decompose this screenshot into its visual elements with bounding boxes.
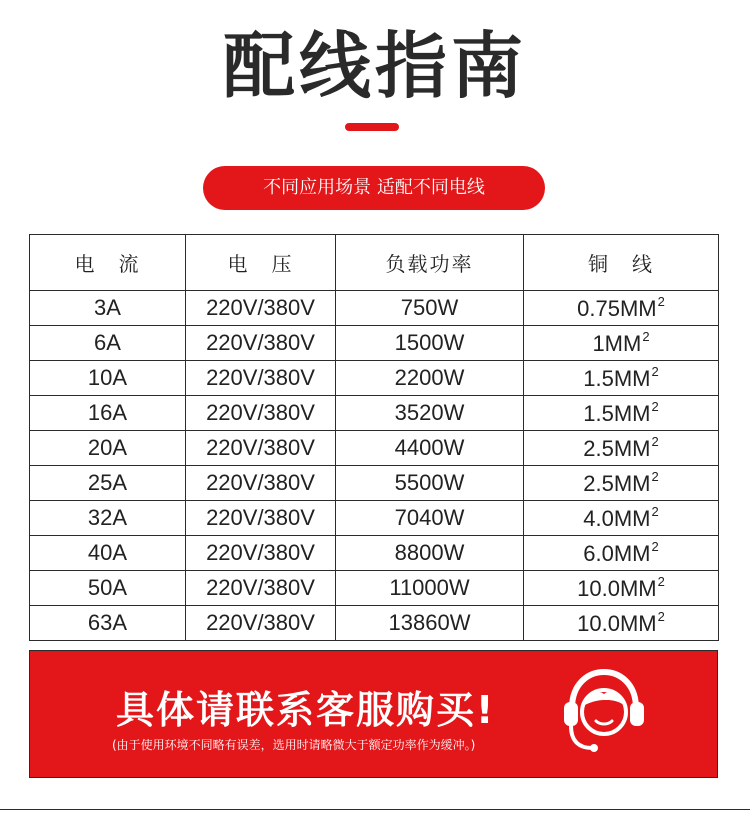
disclaimer-note: (由于使用环境不同略有误差，选用时请略微大于额定功率作为缓冲。)	[112, 738, 476, 752]
table-header-row	[30, 235, 719, 291]
table-row	[30, 606, 719, 641]
table-row	[30, 326, 719, 361]
cell-wire	[524, 431, 719, 466]
wire-size: 10.0MM	[577, 611, 657, 636]
cell-voltage: 220V/380V	[186, 501, 336, 536]
wire-exponent: 2	[657, 294, 665, 309]
wire-size: 4.0MM	[583, 506, 651, 531]
header-wire: 铜 线	[524, 235, 719, 291]
table-row	[30, 571, 719, 606]
cell-wire	[524, 361, 719, 396]
cell-power: 13860W	[336, 606, 524, 641]
bottom-divider	[0, 809, 750, 810]
contact-cta-text: 具体请联系客服购买!	[116, 688, 496, 732]
cell-current: 10A	[30, 361, 186, 396]
cell-wire	[524, 501, 719, 536]
cell-voltage: 220V/380V	[186, 431, 336, 466]
cell-current: 3A	[30, 291, 186, 326]
cell-voltage: 220V/380V	[186, 536, 336, 571]
header-current: 电 流	[30, 235, 186, 291]
cell-power: 8800W	[336, 536, 524, 571]
wiring-table	[29, 234, 718, 641]
table-row	[30, 291, 719, 326]
wire-exponent: 2	[651, 469, 659, 484]
cell-current: 50A	[30, 571, 186, 606]
cell-wire	[524, 606, 719, 641]
title-underline	[345, 123, 399, 131]
wire-exponent: 2	[651, 539, 659, 554]
cell-voltage: 220V/380V	[186, 606, 336, 641]
customer-service-icon	[558, 664, 650, 756]
table-row	[30, 431, 719, 466]
wire-exponent: 2	[642, 329, 650, 344]
cell-current: 32A	[30, 501, 186, 536]
cell-current: 25A	[30, 466, 186, 501]
wire-exponent: 2	[651, 364, 659, 379]
page-title: 配线指南	[222, 24, 527, 108]
wire-size: 6.0MM	[583, 541, 651, 566]
cell-power: 4400W	[336, 431, 524, 466]
wire-size: 2.5MM	[583, 436, 651, 461]
cell-current: 63A	[30, 606, 186, 641]
cell-power: 2200W	[336, 361, 524, 396]
wire-exponent: 2	[651, 399, 659, 414]
table-row	[30, 466, 719, 501]
wire-size: 1.5MM	[583, 366, 651, 391]
wire-size: 1MM	[592, 331, 642, 356]
wire-size: 2.5MM	[583, 471, 651, 496]
cell-voltage: 220V/380V	[186, 396, 336, 431]
table-row	[30, 501, 719, 536]
cell-power: 5500W	[336, 466, 524, 501]
cell-voltage: 220V/380V	[186, 361, 336, 396]
wire-size: 10.0MM	[577, 576, 657, 601]
cell-voltage: 220V/380V	[186, 571, 336, 606]
cell-power: 1500W	[336, 326, 524, 361]
wire-size: 0.75MM	[577, 296, 657, 321]
wire-exponent: 2	[651, 504, 659, 519]
cell-wire	[524, 466, 719, 501]
cell-wire	[524, 326, 719, 361]
table-row	[30, 396, 719, 431]
cell-wire	[524, 291, 719, 326]
wire-size: 1.5MM	[583, 401, 651, 426]
cell-current: 20A	[30, 431, 186, 466]
cell-power: 3520W	[336, 396, 524, 431]
header-voltage: 电 压	[186, 235, 336, 291]
cell-voltage: 220V/380V	[186, 326, 336, 361]
wire-exponent: 2	[657, 574, 665, 589]
subtitle-badge: 不同应用场景 适配不同电线	[203, 166, 545, 210]
table-row	[30, 536, 719, 571]
cell-wire	[524, 396, 719, 431]
cell-wire	[524, 536, 719, 571]
contact-banner	[29, 650, 718, 778]
cell-power: 7040W	[336, 501, 524, 536]
wire-exponent: 2	[651, 434, 659, 449]
header-power: 负载功率	[336, 235, 524, 291]
cell-current: 6A	[30, 326, 186, 361]
cell-power: 750W	[336, 291, 524, 326]
cell-current: 40A	[30, 536, 186, 571]
cell-power: 11000W	[336, 571, 524, 606]
table-row	[30, 361, 719, 396]
cell-wire	[524, 571, 719, 606]
cell-current: 16A	[30, 396, 186, 431]
cell-voltage: 220V/380V	[186, 291, 336, 326]
wire-exponent: 2	[657, 609, 665, 624]
cell-voltage: 220V/380V	[186, 466, 336, 501]
